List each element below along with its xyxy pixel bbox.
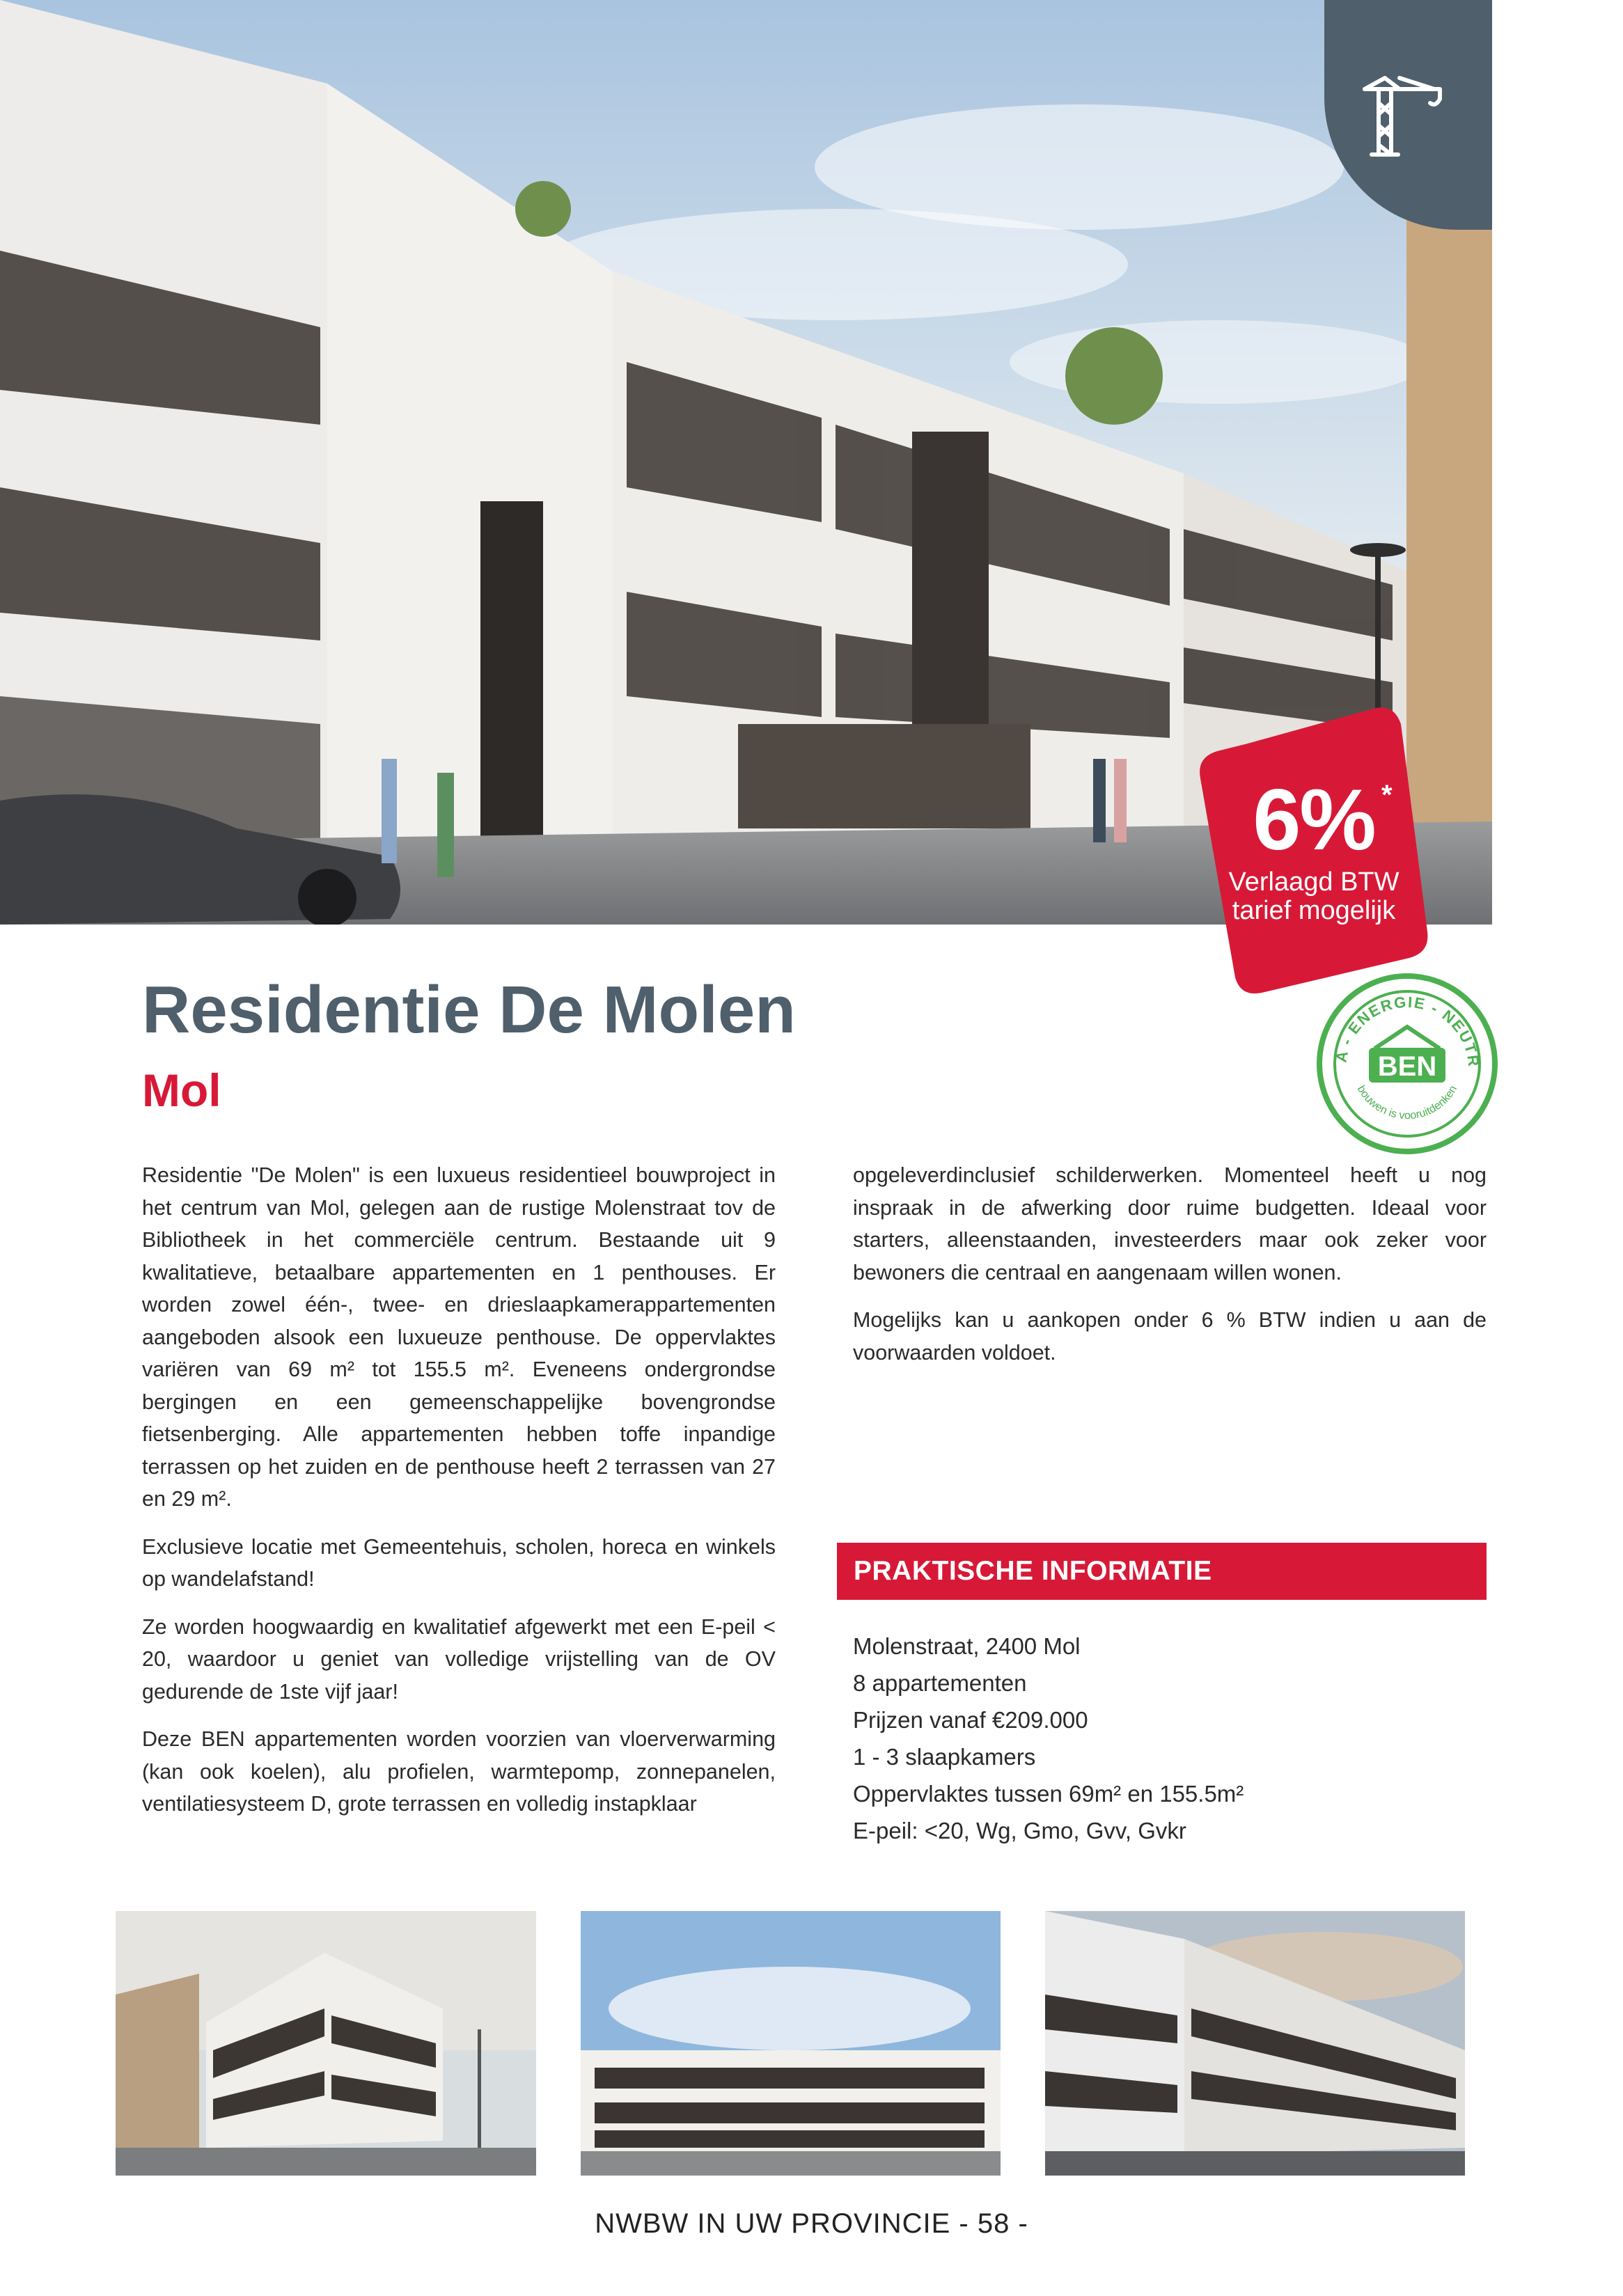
thumbnail-image-1 — [116, 1911, 536, 2176]
description-paragraph: opgeleverdinclusief schilderwerken. Momenteel heeft u nog inspraak in de afwerking door ruime budgetten. Ideaal voor starters, alleenstaanden, investeerders maar ook zeker voor bewoners die centraal en aangenaam willen wonen. — [853, 1163, 1487, 1284]
info-surface: Oppervlaktes tussen 69m² en 155.5m² — [853, 1781, 1244, 1807]
practical-info-title: PRAKTISCHE INFORMATIE — [854, 1556, 1212, 1586]
ben-center-text: BEN — [1377, 1051, 1437, 1082]
ben-bottom-text: bouwen is vooruitdenken — [1354, 1083, 1460, 1122]
description-paragraph: Mogelijks kan u aankopen onder 6 % BTW indien u aan de voorwaarden voldoet. — [853, 1308, 1487, 1365]
thumbnail-render-2 — [581, 1911, 1001, 2176]
description-paragraph: Ze worden hoogwaardig en kwalitatief afgewerkt met een E-peil < 20, waardoor u geniet van volledige vrijstelling van de OV gedurende de 1ste vijf jaar! — [142, 1614, 776, 1704]
project-location: Mol — [142, 1064, 221, 1116]
page-title: Residentie De Molen — [142, 973, 796, 1047]
thumbnail-render-3 — [1045, 1911, 1465, 2176]
description-paragraph: Deze BEN appartementen worden voorzien van vloerverwarming (kan ook koelen), alu profielen, warmtepomp, zonnepanelen, ventilatiesysteem D, grote terrassen en volledig instapklaar — [142, 1727, 776, 1816]
description-paragraph: Residentie "De Molen" is een luxueus residentieel bouwproject in het centrum van Mol, gelegen aan de rustige Molenstraat tov de Bibliotheek in het commerciële centrum. Bestaande uit 9 kwalitatieve, betaalbare appartementen en 1 penthouses. Er worden zowel één-, twee- en drieslaapkamerappartementen aangeboden alsook een luxueuze penthouse. De oppervlaktes variëren van 69 m² tot 155.5 m². Eveneens ondergrondse bergingen en een gemeenschappelijke bovengrondse fietsenberging. Alle appartementen hebben toffe inpandige terrassen op het zuiden en de penthouse heeft 2 terrassen van 27 en 29 m². — [142, 1163, 776, 1511]
vat-asterisk: * — [1381, 780, 1393, 810]
info-price: Prijzen vanaf €209.000 — [853, 1707, 1088, 1733]
thumbnail-image-2 — [581, 1911, 1001, 2176]
crane-icon — [1358, 75, 1444, 157]
practical-info-list — [853, 1628, 1466, 1849]
practical-info-header — [837, 1543, 1487, 1600]
ben-top-text: A - ENERGIE - NEUTR — [1332, 993, 1483, 1069]
vat-badge — [1199, 702, 1429, 994]
ben-logo-icon — [1315, 971, 1500, 1156]
thumbnail-render-1 — [116, 1911, 536, 2176]
vat-line-1: Verlaagd BTW — [1228, 867, 1399, 897]
info-address: Molenstraat, 2400 Mol — [853, 1633, 1081, 1659]
description-paragraph: Exclusieve locatie met Gemeentehuis, scholen, horeca en winkels op wandelafstand! — [142, 1534, 776, 1591]
info-unit-count: 8 appartementen — [853, 1670, 1027, 1696]
info-bedrooms: 1 - 3 slaapkamers — [853, 1744, 1036, 1770]
thumbnail-image-3 — [1045, 1911, 1465, 2176]
vat-percent: 6% — [1253, 772, 1375, 868]
description-left-column — [142, 1159, 776, 1836]
ben-energy-label — [1315, 971, 1500, 1156]
vat-line-2: tarief mogelijk — [1232, 896, 1396, 925]
page-footer: NWBW IN UW PROVINCIE - 58 - — [595, 2208, 1028, 2239]
description-right-column — [853, 1159, 1487, 1384]
info-energy: E-peil: <20, Wg, Gmo, Gvv, Gvkr — [853, 1818, 1186, 1843]
